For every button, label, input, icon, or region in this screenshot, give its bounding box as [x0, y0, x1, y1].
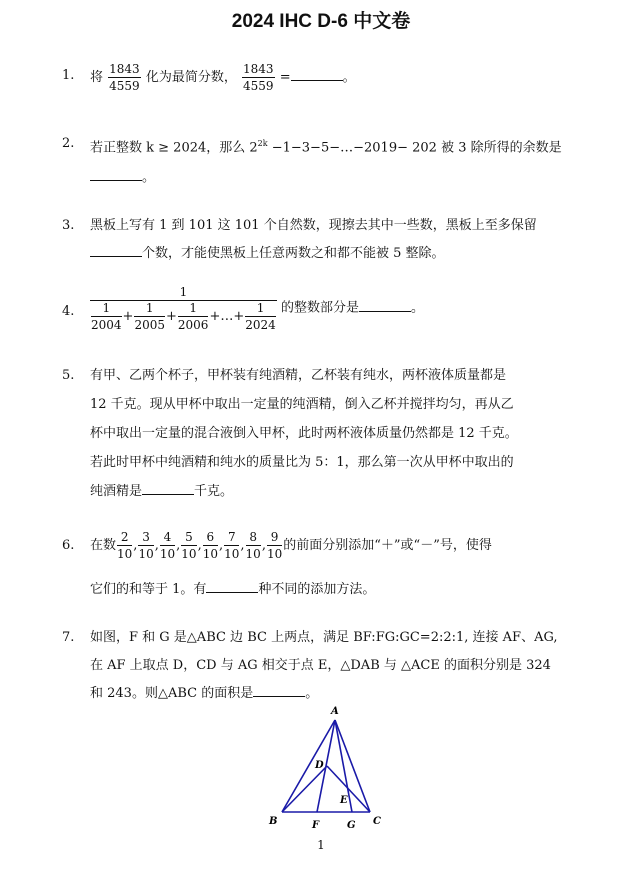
text: 若此时甲杯中纯酒精和纯水的质量比为 5：1，那么第一次从甲杯中取出的: [90, 455, 514, 470]
text: 千克。: [194, 484, 234, 499]
comma: ,: [240, 538, 245, 553]
fraction-6-over-10: $\frac{6}{10}$: [202, 530, 218, 561]
text: −1−3−5−…−2019− 202 被 3 除所得的余数是: [267, 140, 562, 156]
comma: ,: [218, 538, 224, 553]
fraction-4-over-10: $\frac{4}{10}$: [159, 530, 176, 561]
problem-number: 1.: [62, 68, 75, 83]
text: 有甲、乙两个杯子，甲杯装有纯酒精，乙杯装有纯水，两杯液体质量都是: [90, 368, 507, 383]
text: 的整数部分是: [280, 300, 359, 316]
text: 个数，才能使黑板上任意两数之和都不能被 5 整除。: [142, 246, 445, 261]
fraction: $\frac{1843}{4559}$: [109, 62, 140, 93]
fraction-8-over-10: $\frac{8}{10}$: [245, 530, 261, 561]
fraction-2-over-10: $\frac{2}{10}$: [117, 530, 133, 561]
comma: ,: [261, 538, 266, 553]
label-A: A: [331, 706, 339, 717]
comma: ,: [133, 538, 138, 553]
answer-blank: [142, 482, 194, 495]
exponent: 2k: [257, 139, 268, 148]
label-D: D: [315, 760, 324, 771]
problem-number: 7.: [62, 630, 75, 645]
text: 将: [90, 70, 104, 85]
fraction-7-over-10: $\frac{7}{10}$: [224, 530, 240, 561]
text: 杯中取出一定量的混合液倒入甲杯，此时两杯液体质量仍然都是 12 千克。: [90, 426, 518, 441]
answer-blank: [253, 684, 305, 697]
triangle-figure: [260, 700, 390, 834]
answer-blank: [90, 244, 142, 257]
label-F: F: [312, 820, 320, 831]
label-E: E: [340, 795, 348, 806]
fraction-5-over-10: $\frac{5}{10}$: [181, 530, 197, 561]
problem-number: 4.: [62, 304, 75, 319]
text: 种不同的添加方法。: [258, 582, 376, 597]
page-title: 2024 IHC D-6 中文卷: [231, 11, 411, 32]
text: =: [279, 70, 291, 85]
label-B: B: [269, 816, 278, 827]
label-C: C: [373, 816, 381, 827]
compound-fraction: 1 $\frac{1}{2004}$ + $\frac{1}{2005}$ + $\frac{1}{2006}$ +…+ $\frac{1}{2024}$: [91, 285, 276, 332]
comma: ,: [176, 538, 181, 553]
text: 的前面分别添加“＋”或“－”号，使得: [283, 538, 492, 553]
fraction: $\frac{1843}{4559}$: [243, 62, 274, 93]
text: 纯酒精是: [90, 484, 143, 499]
page-number: 1: [317, 838, 325, 852]
problem-number: 3.: [62, 218, 75, 233]
answer-blank: [90, 168, 142, 181]
text: 它们的和等于 1。有: [90, 582, 207, 597]
problem-number: 6.: [62, 538, 75, 553]
text: 若正整数 k ≥ 2024，那么 2: [90, 140, 258, 156]
text: 化为最简分数，: [145, 70, 237, 85]
text: 和 243。则△ABC 的面积是: [90, 686, 254, 701]
fraction-3-over-10: $\frac{3}{10}$: [138, 530, 154, 561]
comma: ,: [197, 538, 202, 553]
text: 在 AF 上取点 D，CD 与 AG 相交于点 E，△DAB 与 △ACE 的面积分别是 324: [90, 658, 551, 673]
fraction-list: [116, 530, 283, 561]
label-G: G: [347, 820, 356, 831]
text: 黑板上写有 1 到 101 这 101 个自然数，现擦去其中一些数，黑板上至多保留: [90, 218, 537, 233]
line-CD: [327, 766, 370, 812]
answer-blank: [359, 299, 411, 312]
text: 12 千克。现从甲杯中取出一定量的纯酒精，倒入乙杯并搅拌均匀，再从乙: [90, 397, 514, 412]
answer-blank: [291, 68, 343, 81]
text: 在数: [90, 538, 117, 553]
problem-number: 2.: [62, 136, 75, 151]
comma: ,: [154, 538, 159, 553]
problem-number: 5.: [62, 368, 75, 383]
answer-blank: [206, 580, 258, 593]
text: 如图，F 和 G 是△ABC 边 BC 上两点，满足 BF:FG:GC=2:2:1, 连接 AF、AG,: [90, 630, 558, 645]
fraction-9-over-10: $\frac{9}{10}$: [266, 530, 283, 561]
